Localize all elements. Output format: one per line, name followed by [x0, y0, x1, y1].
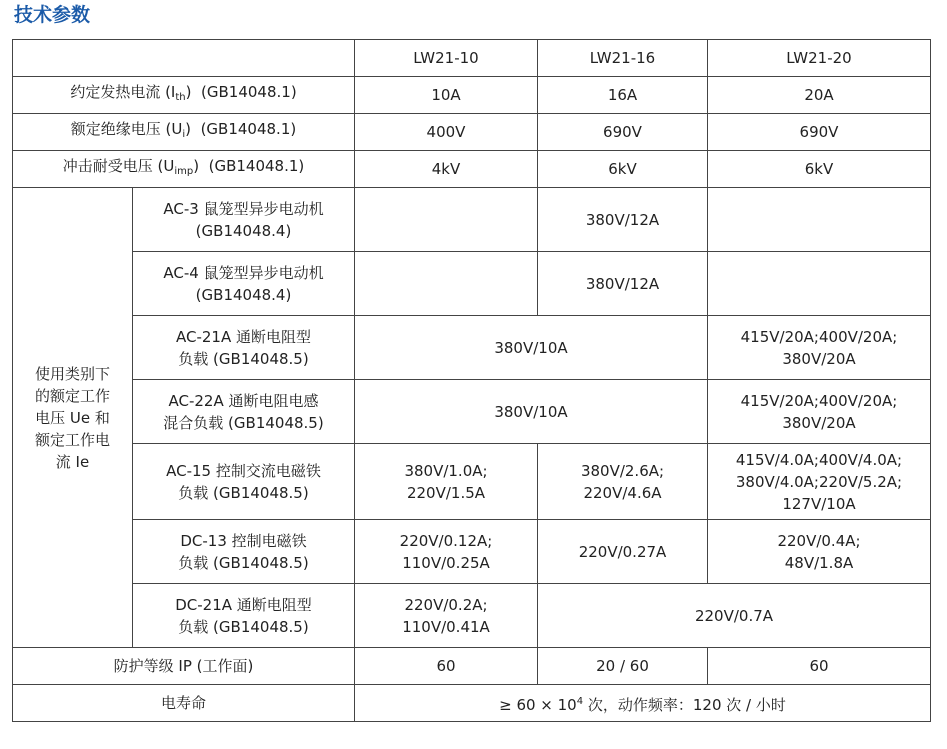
column-header: LW21-10	[355, 40, 538, 77]
table-cell: 220V/0.7A	[538, 584, 931, 648]
table-cell: 415V/20A;400V/20A; 380V/20A	[708, 316, 931, 380]
page-title: 技术参数	[14, 4, 91, 26]
category-name: DC-21A 通断电阻型 负载 (GB14048.5)	[133, 584, 355, 648]
table-cell	[708, 188, 931, 252]
category-row-ac4	[13, 252, 931, 316]
row-label: 额定绝缘电压 $(U_i)$ (GB14048.1)	[13, 114, 355, 151]
category-name: AC-22A 通断电阻电感 混合负载 (GB14048.5)	[133, 380, 355, 444]
table-cell: 415V/4.0A;400V/4.0A; 380V/4.0A;220V/5.2A; 127V/10A	[708, 444, 931, 520]
table-cell: 380V/12A	[538, 188, 708, 252]
impulse-withstand-voltage-row	[13, 151, 931, 188]
category-name: DC-13 控制电磁铁 负载 (GB14048.5)	[133, 520, 355, 584]
category-row-dc13	[13, 520, 931, 584]
table-cell: 16A	[538, 77, 708, 114]
table-cell: 60	[355, 648, 538, 685]
table-cell: 380V/10A	[355, 380, 708, 444]
column-header: LW21-20	[708, 40, 931, 77]
protection-rating-row	[13, 648, 931, 685]
table-cell	[355, 252, 538, 316]
category-group-label: 使用类别下 的额定工作 电压 Ue 和 额定工作电 流 Ie	[13, 188, 133, 648]
category-row-ac21a	[13, 316, 931, 380]
category-row-dc21a	[13, 584, 931, 648]
header-row	[13, 40, 931, 77]
rated-thermal-current-row	[13, 77, 931, 114]
electrical-life-row	[13, 685, 931, 722]
table-cell	[355, 188, 538, 252]
category-row-ac3	[13, 188, 931, 252]
table-cell: 6kV	[538, 151, 708, 188]
category-row-ac22a	[13, 380, 931, 444]
row-label: 约定发热电流 $(I_{th})$ (GB14048.1)	[13, 77, 355, 114]
table-cell: 690V	[708, 114, 931, 151]
category-name: AC-21A 通断电阻型 负载 (GB14048.5)	[133, 316, 355, 380]
table-cell: 690V	[538, 114, 708, 151]
table-cell: 220V/0.4A; 48V/1.8A	[708, 520, 931, 584]
category-name: AC-15 控制交流电磁铁 负载 (GB14048.5)	[133, 444, 355, 520]
table-cell: 220V/0.12A; 110V/0.25A	[355, 520, 538, 584]
header-blank-cell	[13, 40, 355, 77]
table-cell: 380V/12A	[538, 252, 708, 316]
table-cell: 6kV	[708, 151, 931, 188]
row-label: 防护等级 IP (工作面)	[13, 648, 355, 685]
category-name: AC-3 鼠笼型异步电动机 (GB14048.4)	[133, 188, 355, 252]
rated-insulation-voltage-row	[13, 114, 931, 151]
table-cell: 220V/0.2A; 110V/0.41A	[355, 584, 538, 648]
table-cell: 220V/0.27A	[538, 520, 708, 584]
row-label: 冲击耐受电压 $(U_{imp})$ (GB14048.1)	[13, 151, 355, 188]
table-cell: 415V/20A;400V/20A; 380V/20A	[708, 380, 931, 444]
table-cell	[708, 252, 931, 316]
category-row-ac15	[13, 444, 931, 520]
row-label: 电寿命	[13, 685, 355, 722]
column-header: LW21-16	[538, 40, 708, 77]
spec-table	[12, 39, 931, 722]
table-cell: 4kV	[355, 151, 538, 188]
table-cell: 20 / 60	[538, 648, 708, 685]
table-cell: 20A	[708, 77, 931, 114]
table-cell: 380V/2.6A; 220V/4.6A	[538, 444, 708, 520]
category-name: AC-4 鼠笼型异步电动机 (GB14048.4)	[133, 252, 355, 316]
table-cell: 10A	[355, 77, 538, 114]
table-cell: ≥ $60 \times 10^4$ 次，动作频率：120 次 / 小时	[355, 685, 931, 722]
table-cell: 400V	[355, 114, 538, 151]
table-cell: 380V/10A	[355, 316, 708, 380]
table-cell: 380V/1.0A; 220V/1.5A	[355, 444, 538, 520]
table-cell: 60	[708, 648, 931, 685]
